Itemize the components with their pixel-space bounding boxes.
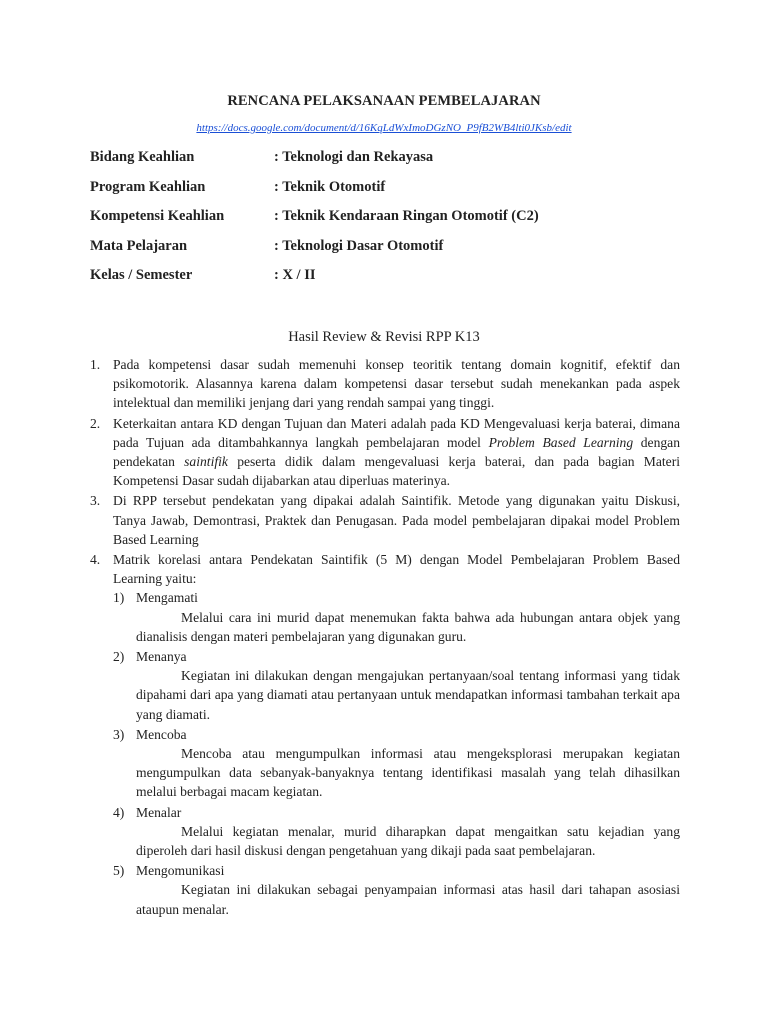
list-item bbox=[90, 414, 680, 491]
list-marker: 1. bbox=[90, 357, 101, 372]
info-value: : X / II bbox=[274, 267, 316, 284]
info-label: Program Keahlian bbox=[90, 178, 206, 195]
sub-item-title: Mengamati bbox=[136, 590, 198, 606]
list-marker: 3. bbox=[90, 493, 101, 509]
info-label: Mata Pelajaran bbox=[90, 237, 188, 254]
sub-list bbox=[113, 588, 680, 918]
list-item bbox=[90, 491, 680, 549]
info-value: : Teknologi Dasar Otomotif bbox=[274, 237, 444, 254]
section-heading: Hasil Review & Revisi RPP K13 bbox=[288, 329, 480, 345]
sub-item-desc: Kegiatan ini dilakukan dengan mengajukan pertanyaan/soal tentang informasi yang tidak dipahami dari apa yang diamati atau pertanyaan untuk mendapatkan informasi tambahan terkait apa yang diamati. bbox=[136, 668, 680, 722]
info-row-kelas bbox=[90, 267, 690, 297]
info-row-program bbox=[90, 179, 690, 209]
info-value: : Teknik Kendaraan Ringan Otomotif (C2) bbox=[274, 208, 539, 225]
info-label: Kelas / Semester bbox=[90, 267, 193, 284]
info-value: : Teknologi dan Rekayasa bbox=[274, 149, 434, 165]
list-item bbox=[90, 355, 680, 413]
sub-item-title: Mencoba bbox=[136, 726, 187, 742]
info-table bbox=[90, 149, 690, 297]
document-url-link[interactable]: https://docs.google.com/document/d/16KqLdWxImoDGzNO_P9fB2WB4lti0JKsb/edit bbox=[196, 122, 572, 134]
sub-list-marker: 2) bbox=[113, 649, 125, 665]
info-label: Kompetensi Keahlian bbox=[90, 208, 225, 225]
info-value: : Teknik Otomotif bbox=[274, 178, 386, 195]
sub-item-desc: Mencoba atau mengumpulkan informasi atau mengeksplorasi merupakan kegiatan mengumpulkan data sebanyak-banyaknya tentang identifikasi masalah yang telah dihasilkan melalui berbagai macam kegiatan. bbox=[136, 746, 680, 800]
info-row-mapel bbox=[90, 238, 690, 268]
sub-list-marker: 3) bbox=[113, 726, 125, 742]
sub-list-item bbox=[113, 588, 680, 646]
list-item-text bbox=[113, 414, 680, 491]
sub-item-desc: Kegiatan ini dilakukan sebagai penyampaian informasi atas hasil dari tahapan asosiasi ataupun menalar. bbox=[136, 882, 680, 917]
sub-item-title: Menanya bbox=[136, 649, 187, 665]
sub-list-item bbox=[113, 725, 680, 802]
list-marker: 4. bbox=[90, 552, 101, 568]
sub-item-desc: Melalui kegiatan menalar, murid diharapkan dapat mengaitkan satu kejadian yang diperoleh dari hasil diskusi dengan pengetahuan yang dikaji pada saat pembelajaran. bbox=[136, 823, 680, 859]
sub-list-marker: 4) bbox=[113, 804, 125, 820]
list-item-text: Pada kompetensi dasar sudah memenuhi konsep teoritik tentang domain kognitif, efektif dan psikomotorik. Alasannya karena dalam kompetensi dasar tersebut sudah menekankan pada aspek intelektual dan memiliki jenjang dari yang rendah sampai yang tinggi. bbox=[113, 357, 680, 411]
document-title: RENCANA PELAKSANAAN PEMBELAJARAN bbox=[227, 93, 541, 109]
review-list bbox=[90, 355, 680, 920]
sub-item-desc: Melalui cara ini murid dapat menemukan fakta bahwa ada hubungan antara objek yang dianalisis dengan materi pembelajaran yang digunakan guru. bbox=[136, 609, 680, 644]
sub-list-item bbox=[113, 647, 680, 724]
text-run: Keterkaitan antara KD dengan Tujuan dan Materi adalah pada KD Mengevaluasi kerja baterai, dimana pada Tujuan ada ditambahkannya langkah pembelajaran model bbox=[113, 415, 680, 450]
info-row-bidang bbox=[90, 149, 690, 179]
italic-term: Problem Based Learning bbox=[488, 434, 634, 450]
text-run: peserta didik dalam mengevaluasi kerja baterai, dan pada bagian Materi Kompetensi Dasar sudah dijabarkan atau diperluas materinya. bbox=[113, 454, 680, 489]
list-item-text: Matrik korelasi antara Pendekatan Saintifik (5 M) dengan Model Pembelajaran Problem Based Learning yaitu: bbox=[113, 552, 680, 587]
sub-item-title: Menalar bbox=[136, 804, 182, 820]
sub-list-item bbox=[113, 861, 680, 919]
sub-list-marker: 1) bbox=[113, 590, 125, 606]
info-row-kompetensi bbox=[90, 208, 690, 238]
list-item bbox=[90, 550, 680, 919]
text-run: dengan pendekatan bbox=[113, 434, 680, 470]
sub-list-marker: 5) bbox=[113, 863, 125, 879]
list-item-text: Di RPP tersebut pendekatan yang dipakai adalah Saintifik. Metode yang digunakan yaitu Diskusi, Tanya Jawab, Demontrasi, Praktek dan Penugasan. Pada model pembelajaran dipakai model Problem Based Learning bbox=[113, 493, 680, 547]
italic-term: saintifik bbox=[184, 454, 228, 470]
list-marker: 2. bbox=[90, 415, 101, 431]
sub-list-item bbox=[113, 803, 680, 861]
sub-item-title: Mengomunikasi bbox=[136, 863, 225, 879]
info-label: Bidang Keahlian bbox=[90, 149, 195, 165]
